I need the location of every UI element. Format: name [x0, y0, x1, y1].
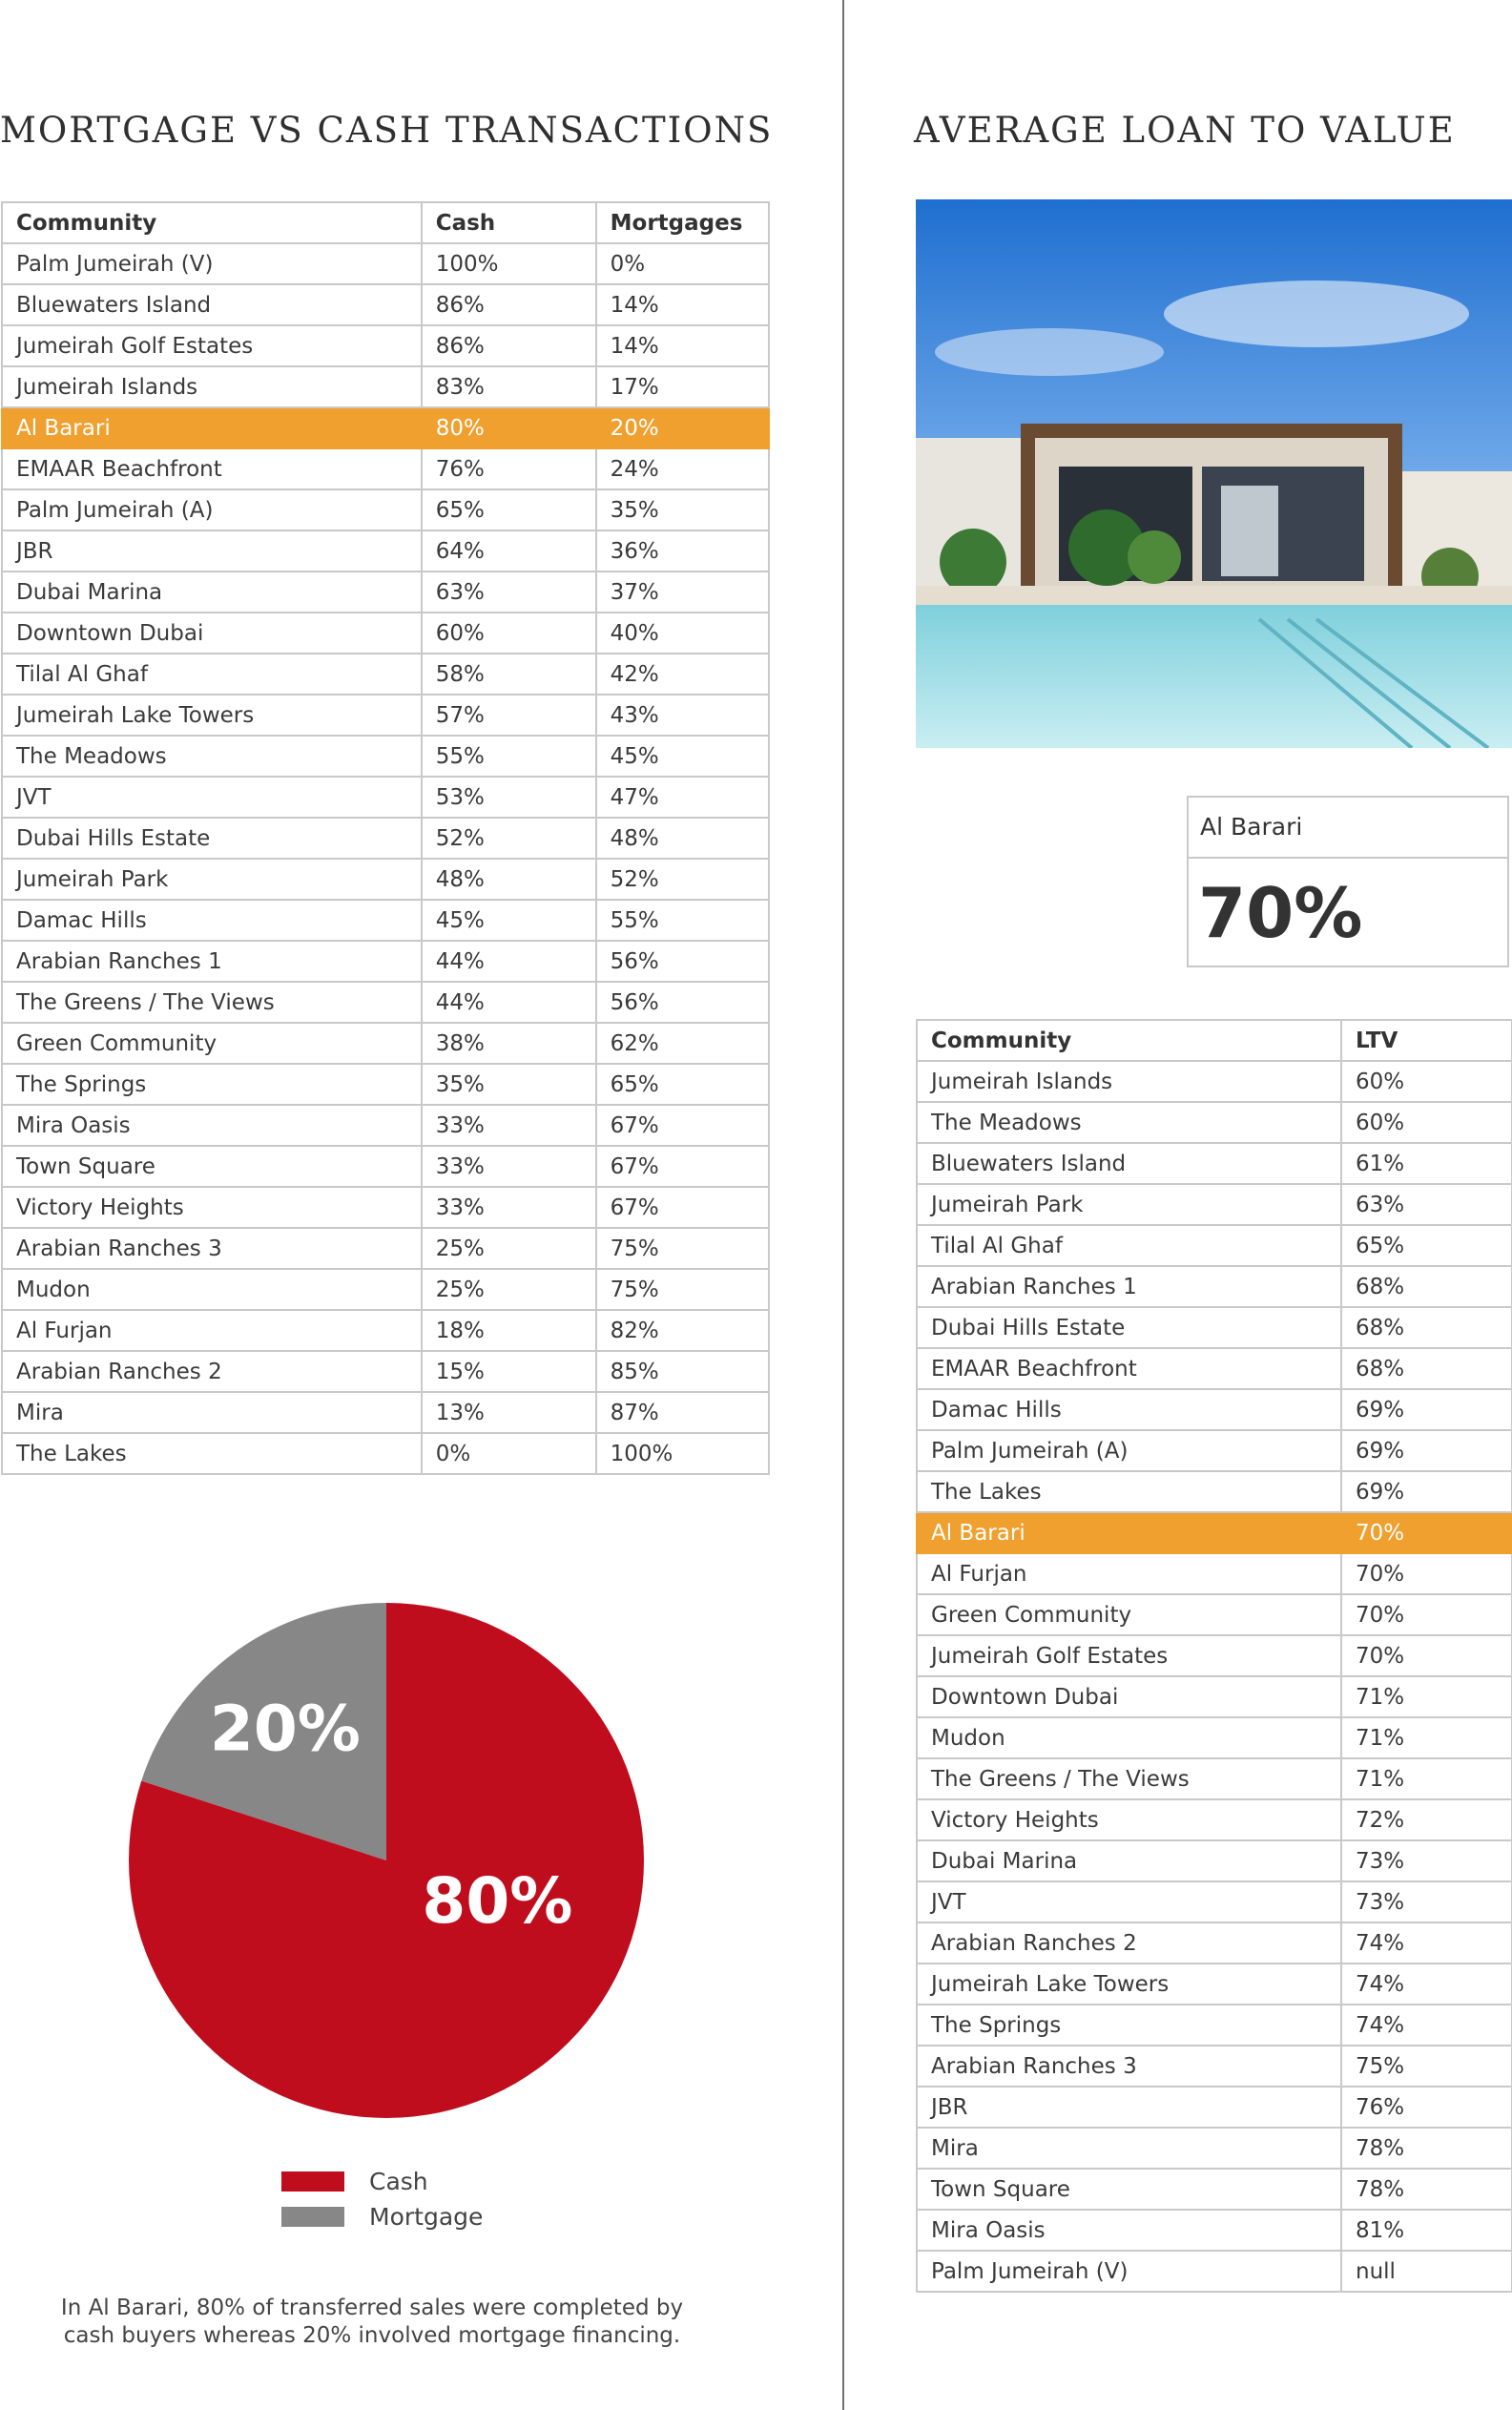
table-cell: 69%: [1341, 1430, 1512, 1471]
table-cell: Jumeirah Islands: [2, 366, 422, 407]
table-cell: 73%: [1341, 1881, 1512, 1922]
cash-mortgage-pie-chart: [119, 1593, 653, 2128]
table-cell: Town Square: [917, 2169, 1341, 2210]
table-row: [2, 982, 769, 1023]
ltv-kpi-card: [1187, 796, 1509, 967]
table-cell: 70%: [1341, 1512, 1512, 1553]
table-cell: 71%: [1341, 1676, 1512, 1717]
table-row: [917, 2005, 1512, 2046]
table-cell: 87%: [596, 1392, 769, 1433]
legend-label-cash: Cash: [369, 2168, 428, 2195]
table-cell: Dubai Marina: [917, 1840, 1341, 1881]
table-cell: Jumeirah Islands: [917, 1061, 1341, 1102]
table-cell: Arabian Ranches 3: [917, 2046, 1341, 2087]
table-cell: 70%: [1341, 1635, 1512, 1676]
table-cell: Town Square: [2, 1146, 422, 1187]
table-cell: 33%: [422, 1146, 596, 1187]
table-cell: The Lakes: [2, 1433, 422, 1474]
table-cell: 52%: [422, 818, 596, 859]
table-cell: The Springs: [917, 2005, 1341, 2046]
table-cell: 63%: [422, 571, 596, 613]
table-cell: Victory Heights: [2, 1187, 422, 1228]
header-mortgages: Mortgages: [596, 202, 769, 243]
table-cell: 69%: [1341, 1389, 1512, 1430]
table-cell: 65%: [422, 489, 596, 530]
table-cell: 25%: [422, 1228, 596, 1269]
table-cell: 43%: [596, 695, 769, 736]
table-cell: 20%: [596, 407, 769, 448]
table-row: [2, 1269, 769, 1310]
table-cell: Arabian Ranches 1: [2, 941, 422, 982]
table-row: [2, 407, 769, 448]
table-row: [2, 243, 769, 284]
table-row: [917, 1840, 1512, 1881]
table-row: [917, 1512, 1512, 1553]
table-cell: 74%: [1341, 1963, 1512, 2005]
table-cell: 100%: [596, 1433, 769, 1474]
table-row: [2, 325, 769, 366]
header-cash: Cash: [422, 202, 596, 243]
table-cell: 35%: [422, 1064, 596, 1105]
table-cell: 70%: [1341, 1594, 1512, 1635]
table-cell: Dubai Hills Estate: [917, 1307, 1341, 1348]
table-row: [2, 1146, 769, 1187]
table-cell: Jumeirah Golf Estates: [917, 1635, 1341, 1676]
table-cell: Bluewaters Island: [917, 1143, 1341, 1184]
table-row: [2, 777, 769, 818]
table-cell: 71%: [1341, 1717, 1512, 1758]
table-cell: 75%: [1341, 2046, 1512, 2087]
table-cell: 42%: [596, 654, 769, 695]
table-cell: Palm Jumeirah (V): [917, 2251, 1341, 2292]
table-cell: Damac Hills: [2, 900, 422, 941]
table-cell: JBR: [917, 2087, 1341, 2128]
table-row: [2, 941, 769, 982]
table-header-row: [2, 202, 769, 243]
table-cell: Dubai Hills Estate: [2, 818, 422, 859]
table-row: [2, 736, 769, 777]
table-cell: Al Barari: [917, 1512, 1341, 1553]
table-cell: 61%: [1341, 1143, 1512, 1184]
table-cell: 85%: [596, 1351, 769, 1392]
table-cell: Al Barari: [2, 407, 422, 448]
table-cell: Damac Hills: [917, 1389, 1341, 1430]
table-row: [2, 613, 769, 654]
table-cell: 56%: [596, 941, 769, 982]
table-row: [2, 1105, 769, 1146]
table-row: [917, 1061, 1512, 1102]
legend-item-cash: [281, 2164, 483, 2199]
table-cell: Arabian Ranches 2: [917, 1922, 1341, 1963]
table-row: [2, 489, 769, 530]
table-cell: 60%: [1341, 1061, 1512, 1102]
table-cell: Palm Jumeirah (V): [2, 243, 422, 284]
table-row: [917, 1758, 1512, 1799]
table-row: [917, 1594, 1512, 1635]
legend-item-mortgage: [281, 2199, 483, 2234]
table-row: [917, 1676, 1512, 1717]
table-cell: 74%: [1341, 1922, 1512, 1963]
table-cell: JVT: [2, 777, 422, 818]
table-cell: 71%: [1341, 1758, 1512, 1799]
table-row: [917, 1717, 1512, 1758]
table-row: [2, 530, 769, 571]
table-cell: EMAAR Beachfront: [2, 448, 422, 489]
kpi-value: 70%: [1198, 873, 1363, 953]
table-row: [2, 1392, 769, 1433]
table-row: [917, 1799, 1512, 1840]
legend-swatch-cash: [281, 2171, 344, 2192]
ltv-table: [916, 1019, 1512, 2293]
table-row: [917, 1430, 1512, 1471]
table-cell: Jumeirah Park: [2, 859, 422, 900]
table-cell: 75%: [596, 1228, 769, 1269]
table-cell: 56%: [596, 982, 769, 1023]
pie-label-mortgage: 20%: [209, 1692, 361, 1766]
table-cell: Downtown Dubai: [917, 1676, 1341, 1717]
table-cell: Downtown Dubai: [2, 613, 422, 654]
table-cell: 63%: [1341, 1184, 1512, 1225]
table-cell: 24%: [596, 448, 769, 489]
table-cell: 68%: [1341, 1307, 1512, 1348]
table-cell: 15%: [422, 1351, 596, 1392]
table-cell: EMAAR Beachfront: [917, 1348, 1341, 1389]
table-row: [917, 1635, 1512, 1676]
table-cell: 0%: [596, 243, 769, 284]
table-row: [917, 2087, 1512, 2128]
table-cell: 35%: [596, 489, 769, 530]
table-cell: Mira Oasis: [2, 1105, 422, 1146]
table-cell: The Lakes: [917, 1471, 1341, 1512]
table-row: [917, 2251, 1512, 2292]
table-cell: 55%: [422, 736, 596, 777]
table-cell: Jumeirah Lake Towers: [2, 695, 422, 736]
table-row: [2, 1310, 769, 1351]
table-cell: The Greens / The Views: [2, 982, 422, 1023]
table-cell: 33%: [422, 1187, 596, 1228]
table-cell: Mudon: [917, 1717, 1341, 1758]
table-cell: Mira: [917, 2128, 1341, 2169]
pie-legend: [281, 2164, 483, 2234]
table-cell: 36%: [596, 530, 769, 571]
table-cell: Tilal Al Ghaf: [917, 1225, 1341, 1266]
table-cell: 68%: [1341, 1266, 1512, 1307]
table-cell: Bluewaters Island: [2, 284, 422, 325]
table-cell: Jumeirah Golf Estates: [2, 325, 422, 366]
table-row: [917, 1143, 1512, 1184]
table-cell: 45%: [596, 736, 769, 777]
table-row: [917, 1922, 1512, 1963]
table-cell: 52%: [596, 859, 769, 900]
table-cell: 67%: [596, 1105, 769, 1146]
table-row: [917, 1348, 1512, 1389]
table-cell: Victory Heights: [917, 1799, 1341, 1840]
table-row: [917, 1307, 1512, 1348]
table-cell: The Springs: [2, 1064, 422, 1105]
pie-label-cash: 80%: [422, 1864, 573, 1939]
villa-pool-photo: [916, 199, 1512, 748]
table-cell: 80%: [422, 407, 596, 448]
table-row: [2, 1228, 769, 1269]
table-row: [917, 1389, 1512, 1430]
table-cell: Al Furjan: [2, 1310, 422, 1351]
mortgage-vs-cash-heading: MORTGAGE VS CASH TRANSACTIONS: [0, 110, 774, 151]
table-cell: 76%: [1341, 2087, 1512, 2128]
pie-caption: In Al Barari, 80% of transferred sales were completed by cash buyers whereas 20% involved mortgage financing.: [60, 2296, 684, 2348]
table-cell: 69%: [1341, 1471, 1512, 1512]
table-cell: 58%: [422, 654, 596, 695]
table-row: [2, 1023, 769, 1064]
table-cell: 0%: [422, 1433, 596, 1474]
table-cell: 67%: [596, 1146, 769, 1187]
table-row: [2, 1187, 769, 1228]
table-row: [917, 1963, 1512, 2005]
table-cell: 47%: [596, 777, 769, 818]
table-row: [2, 859, 769, 900]
table-cell: 64%: [422, 530, 596, 571]
table-cell: JBR: [2, 530, 422, 571]
table-cell: 81%: [1341, 2210, 1512, 2251]
table-row: [917, 2169, 1512, 2210]
table-cell: 44%: [422, 941, 596, 982]
table-cell: 78%: [1341, 2169, 1512, 2210]
table-row: [2, 1433, 769, 1474]
table-cell: The Meadows: [2, 736, 422, 777]
table-cell: 70%: [1341, 1553, 1512, 1594]
table-cell: Dubai Marina: [2, 571, 422, 613]
table-row: [917, 1102, 1512, 1143]
average-ltv-heading: AVERAGE LOAN TO VALUE: [914, 110, 1456, 151]
table-row: [917, 1881, 1512, 1922]
table-cell: 86%: [422, 284, 596, 325]
table-row: [2, 366, 769, 407]
table-cell: 25%: [422, 1269, 596, 1310]
legend-label-mortgage: Mortgage: [369, 2203, 484, 2231]
table-row: [2, 818, 769, 859]
table-cell: 83%: [422, 366, 596, 407]
table-cell: The Meadows: [917, 1102, 1341, 1143]
table-cell: 14%: [596, 284, 769, 325]
table-cell: JVT: [917, 1881, 1341, 1922]
table-row: [917, 1471, 1512, 1512]
table-cell: The Greens / The Views: [917, 1758, 1341, 1799]
table-row: [917, 1553, 1512, 1594]
table-cell: 86%: [422, 325, 596, 366]
table-cell: 48%: [422, 859, 596, 900]
table-row: [2, 448, 769, 489]
column-divider: [842, 0, 844, 2410]
legend-swatch-mortgage: [281, 2207, 344, 2227]
table-cell: Mira Oasis: [917, 2210, 1341, 2251]
table-cell: 62%: [596, 1023, 769, 1064]
table-cell: 18%: [422, 1310, 596, 1351]
table-row: [2, 284, 769, 325]
table-cell: Arabian Ranches 2: [2, 1351, 422, 1392]
table-row: [917, 1225, 1512, 1266]
table-cell: Arabian Ranches 3: [2, 1228, 422, 1269]
table-cell: null: [1341, 2251, 1512, 2292]
mortgage-cash-table: [1, 201, 770, 1475]
table-cell: 82%: [596, 1310, 769, 1351]
table-cell: Palm Jumeirah (A): [2, 489, 422, 530]
table-cell: 100%: [422, 243, 596, 284]
table-cell: 17%: [596, 366, 769, 407]
table-cell: 57%: [422, 695, 596, 736]
table-cell: Mira: [2, 1392, 422, 1433]
table-cell: 60%: [422, 613, 596, 654]
header-ltv: LTV: [1341, 1020, 1512, 1061]
table-row: [2, 1064, 769, 1105]
table-cell: 67%: [596, 1187, 769, 1228]
table-row: [917, 1266, 1512, 1307]
table-cell: 68%: [1341, 1348, 1512, 1389]
table-row: [917, 2210, 1512, 2251]
table-header-row: [917, 1020, 1512, 1061]
table-cell: Green Community: [2, 1023, 422, 1064]
table-cell: Mudon: [2, 1269, 422, 1310]
table-cell: Jumeirah Lake Towers: [917, 1963, 1341, 2005]
table-cell: 65%: [596, 1064, 769, 1105]
table-cell: 60%: [1341, 1102, 1512, 1143]
table-cell: 38%: [422, 1023, 596, 1064]
table-cell: 45%: [422, 900, 596, 941]
table-cell: Arabian Ranches 1: [917, 1266, 1341, 1307]
table-cell: 33%: [422, 1105, 596, 1146]
table-cell: 14%: [596, 325, 769, 366]
table-cell: 76%: [422, 448, 596, 489]
table-cell: 13%: [422, 1392, 596, 1433]
table-cell: 44%: [422, 982, 596, 1023]
table-row: [917, 2046, 1512, 2087]
table-row: [2, 695, 769, 736]
table-cell: Tilal Al Ghaf: [2, 654, 422, 695]
table-cell: Jumeirah Park: [917, 1184, 1341, 1225]
table-cell: 65%: [1341, 1225, 1512, 1266]
table-cell: 74%: [1341, 2005, 1512, 2046]
table-row: [2, 654, 769, 695]
table-cell: 48%: [596, 818, 769, 859]
kpi-label: Al Barari: [1189, 798, 1507, 859]
table-cell: 75%: [596, 1269, 769, 1310]
table-row: [917, 1184, 1512, 1225]
table-cell: 73%: [1341, 1840, 1512, 1881]
table-cell: 78%: [1341, 2128, 1512, 2169]
table-cell: 40%: [596, 613, 769, 654]
table-cell: 53%: [422, 777, 596, 818]
table-row: [2, 571, 769, 613]
table-cell: 37%: [596, 571, 769, 613]
table-cell: 55%: [596, 900, 769, 941]
header-community: Community: [2, 202, 422, 243]
table-cell: Palm Jumeirah (A): [917, 1430, 1341, 1471]
table-cell: Green Community: [917, 1594, 1341, 1635]
table-row: [2, 1351, 769, 1392]
table-row: [2, 900, 769, 941]
table-cell: Al Furjan: [917, 1553, 1341, 1594]
table-cell: 72%: [1341, 1799, 1512, 1840]
header-community: Community: [917, 1020, 1341, 1061]
table-row: [917, 2128, 1512, 2169]
